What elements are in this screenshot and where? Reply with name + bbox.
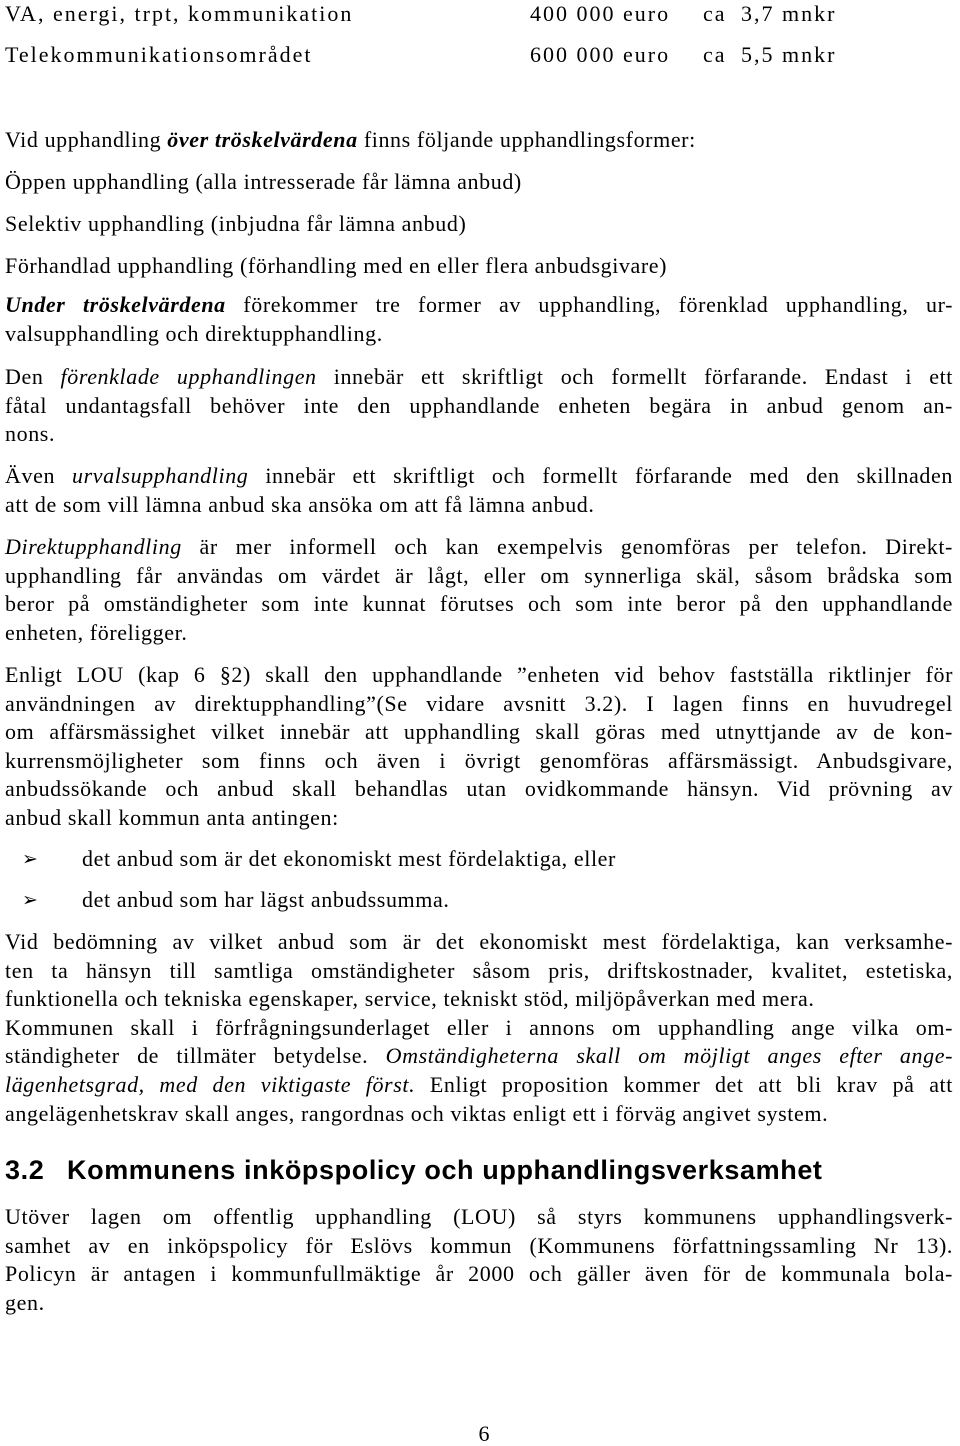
text-line [5, 619, 953, 648]
text-line: Förhandlad upphandling (förhandling med en eller flera anbudsgivare) [5, 253, 668, 278]
text-line [5, 1014, 953, 1043]
text-segment: nons. [5, 421, 56, 447]
text-segment: angelägenhetskrav skall anges, rangordnas och viktas enligt ett i förväg angivet system. [5, 1100, 829, 1126]
text-segment: anbudssökande och anbud skall behandlas utan ovidkommande hänsyn. Vid prövning av [5, 776, 953, 802]
text-segment: Enligt LOU (kap 6 §2) skall den upphandlande ”enheten vid behov fastställa riktlinjer för [5, 662, 953, 687]
section-title: Kommunens inköpspolicy och upphandlingsverksamhet [67, 1155, 823, 1185]
text-segment: innebär ett skriftligt och formellt förfarande med den skillnaden [248, 463, 953, 488]
text-segment: samhet av en inköpspolicy för Eslövs kommun (Kommunens författningssamling Nr 13). [5, 1232, 953, 1258]
text-line [5, 928, 953, 957]
text-line [5, 804, 953, 833]
text-segment: funktionella och tekniska egenskaper, service, tekniskt stöd, miljöpåverkan med mera. [5, 986, 815, 1012]
text-segment: innebär ett skriftligt och formellt förfarande. Endast i ett [316, 364, 953, 389]
text-line: Selektiv upphandling (inbjudna får lämna anbud) [5, 211, 467, 236]
text-line [5, 1289, 953, 1318]
text-segment: ständigheter de tillmäter betydelse. [5, 1043, 386, 1069]
paragraph-selective [5, 462, 953, 519]
page-number: 6 [478, 1421, 490, 1446]
threshold-category: Telekommunikationsområdet [5, 42, 313, 67]
section-number: 3.2 [5, 1155, 45, 1185]
paragraph-over-threshold [5, 126, 953, 155]
text-line [5, 1071, 953, 1100]
text-segment: Kommunen skall i förfrågningsunderlaget eller i annons om upphandling ange vilka om- [5, 1014, 953, 1040]
text-line [5, 1203, 953, 1232]
paragraph-evaluation [5, 928, 953, 1128]
text-line [5, 392, 953, 421]
text-line [5, 420, 953, 449]
text-line [5, 1042, 953, 1071]
text-segment: användningen av direktupphandling”(Se vidare avsnitt 3.2). I lagen finns en huvudregel [5, 690, 953, 716]
threshold-row [0, 41, 960, 69]
text-line [5, 718, 953, 747]
text-segment: ten ta hänsyn till samtliga omständigheter såsom pris, driftskostnader, kvalitet, estetiska, [5, 957, 953, 983]
arrowhead-bullet-icon [22, 886, 39, 915]
text-line [5, 462, 953, 491]
bullet-item [0, 845, 960, 874]
text-line [5, 957, 953, 986]
threshold-category: VA, energi, trpt, kommunikation [5, 1, 354, 26]
procurement-form-open [5, 168, 953, 197]
text-line [5, 320, 953, 349]
text-line [5, 1260, 953, 1289]
threshold-approx: ca [703, 42, 727, 67]
text-line [5, 291, 953, 320]
text-line: Öppen upphandling (alla intresserade får lämna anbud) [5, 169, 522, 194]
threshold-euro: 600 000 euro [530, 42, 671, 67]
text-segment: är mer informell och kan exempelvis genomföras per telefon. Direkt- [181, 534, 953, 559]
text-segment: Enligt proposition kommer det att bli krav på att [415, 1071, 953, 1097]
emphasis-text: lägenhetsgrad, med den viktigaste först. [5, 1071, 416, 1097]
text-segment: anbud skall kommun anta antingen: [5, 804, 339, 830]
text-segment: Utöver lagen om offentlig upphandling (LOU) så styrs kommunens upphandlingsverk- [5, 1204, 953, 1229]
emphasis-text: förenklade upphandlingen [60, 364, 317, 389]
text-segment: Vid upphandling [5, 127, 168, 152]
emphasis-text: Direktupphandling [5, 534, 182, 559]
text-line [5, 1232, 953, 1261]
emphasis-text: Under tröskelvärdena [5, 292, 226, 317]
paragraph-lou [5, 661, 953, 833]
text-line [5, 1100, 953, 1129]
text-segment: kurrensmöjligheter som finns och även i övrigt genomföras affärsmässigt. Anbudsgivare, [5, 747, 953, 773]
text-line [5, 491, 953, 520]
threshold-sek: 5,5 mnkr [741, 42, 837, 67]
bullet-text: det anbud som har lägst anbudssumma. [82, 887, 450, 912]
text-segment: Den [5, 364, 61, 389]
section-heading [0, 1153, 960, 1187]
text-line [5, 690, 953, 719]
text-line [5, 126, 953, 155]
text-line [5, 533, 953, 562]
text-segment: valsupphandling och direktupphandling. [5, 320, 383, 346]
text-line [5, 661, 953, 690]
text-line [5, 775, 953, 804]
text-segment: gen. [5, 1289, 45, 1315]
text-line [5, 747, 953, 776]
text-segment: om affärsmässighet vilket innebär att upphandling skall göras med utnyttjande av de kon- [5, 719, 953, 745]
threshold-row [0, 0, 960, 28]
paragraph-simplified [5, 363, 953, 449]
text-line [5, 985, 953, 1014]
text-segment: enheten, föreligger. [5, 619, 188, 645]
emphasis-text: Omständigheterna skall om möjligt anges efter ange- [385, 1043, 954, 1069]
text-segment: upphandling får användas om värdet är lågt, eller om synnerliga skäl, såsom brådska som [5, 562, 953, 588]
text-segment: finns följande upphandlingsformer: [357, 127, 696, 152]
text-line [5, 562, 953, 591]
text-segment: att de som vill lämna anbud ska ansöka om att få lämna anbud. [5, 491, 595, 517]
arrowhead-bullet-icon [22, 845, 39, 874]
bullet-item [0, 886, 960, 915]
text-segment: Även [5, 463, 72, 488]
threshold-euro: 400 000 euro [530, 1, 671, 26]
procurement-form-negotiated [5, 252, 953, 281]
bullet-text: det anbud som är det ekonomiskt mest fördelaktiga, eller [82, 846, 616, 871]
threshold-sek: 3,7 mnkr [741, 1, 837, 26]
paragraph-policy [5, 1203, 953, 1317]
text-line [5, 363, 953, 392]
emphasis-text: urvalsupphandling [71, 463, 249, 488]
threshold-approx: ca [703, 1, 727, 26]
emphasis-text: över tröskelvärdena [167, 127, 358, 152]
text-line [5, 590, 953, 619]
text-segment: Vid bedömning av vilket anbud som är det ekonomiskt mest fördelaktiga, kan verksamhe- [5, 929, 953, 954]
procurement-form-selective [5, 210, 953, 239]
text-segment: Policyn är antagen i kommunfullmäktige år 2000 och gäller även för de kommunala bola- [5, 1261, 953, 1287]
paragraph-under-threshold [5, 291, 953, 348]
text-segment: beror på omständigheter som inte kunnat förutses och som inte beror på den upphandlande [5, 591, 953, 617]
text-segment: förekommer tre former av upphandling, förenklad upphandling, ur- [225, 292, 954, 317]
text-segment: fåtal undantagsfall behöver inte den upphandlande enheten begära in anbud genom an- [5, 392, 953, 418]
paragraph-direct [5, 533, 953, 647]
